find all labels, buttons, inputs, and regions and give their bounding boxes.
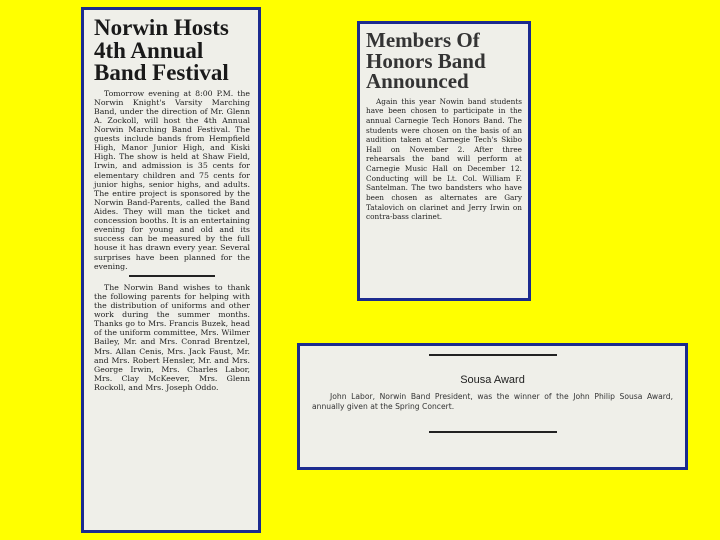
festival-paragraph: Tomorrow evening at 8:00 P.M. the Norwin Knight's Varsity Marching Band, under the direction of Mr. Glenn A. Zockoll, will host the 4th Annual Norwin Marching Band Festival. The guests include bands from Hempfield High, Manor Junior High, and Kiski High. The show is held at Shaw Field, Irwin, and admission is 35 cents for elementary children and 75 cents for junior highs, senior highs, and adults. The entire project is sponsored by the Norwin Band-Parents, called the Band Aides. They will man the ticket and concession booths. It is an entertaining evening for young and old and its success can be measured by the full house it has drawn every year. Several surprises have been planned for the evening. <box>94 88 250 271</box>
bottom-divider <box>429 431 557 433</box>
sousa-award-title: Sousa Award <box>460 374 525 386</box>
honors-headline <box>366 30 522 92</box>
honors-headline-line: Honors Band <box>366 48 486 73</box>
honors-headline-line: Announced <box>366 69 469 94</box>
festival-headline-line: Norwin Hosts <box>94 15 229 40</box>
festival-headline-line: 4th Annual <box>94 37 204 63</box>
festival-headline-line: Band Festival <box>94 60 229 86</box>
festival-headline <box>94 17 250 85</box>
honors-band-clipping <box>357 21 531 301</box>
sousa-award-clipping <box>297 343 688 470</box>
band-festival-clipping <box>81 7 261 533</box>
honors-headline-line: Members Of <box>366 28 480 52</box>
thanks-paragraph: The Norwin Band wishes to thank the following parents for helping with the distribution of uniforms and other work during the summer months. Thanks go to Mrs. Francis Buzek, head of the uniform committee, Mrs. Wilmer Bailey, Mr. and Mrs. Conrad Brentzel, Mrs. Allan Cenis, Mrs. Jack Faust, Mr. and Mrs. Robert Hensler, Mr. and Mrs. George Irwin, Mrs. Charles Labor, Mrs. Clay McKeever, Mrs. Glenn Rockoll, and Mrs. Joseph Oddo. <box>94 282 250 392</box>
sousa-award-text: John Labor, Norwin Band President, was the winner of the John Philip Sousa Award, annually given at the Spring Concert. <box>312 392 673 412</box>
top-divider <box>429 354 557 356</box>
honors-paragraph: Again this year Nowin band students have been chosen to participate in the annual Carnegie Tech Honors Band. The students were chosen on the basis of an audition taken at Carnegie Tech's Skibo Hall on November 2. After three rehearsals the band will perform at Carnegie Music Hall on December 12. Conducting will be Lt. Col. William F. Santelman. The two bandsters who have been chosen as alternates are Gary Tatalovich on clarinet and Jerry Irwin on contra-bass clarinet. <box>366 96 522 222</box>
divider <box>129 275 215 277</box>
